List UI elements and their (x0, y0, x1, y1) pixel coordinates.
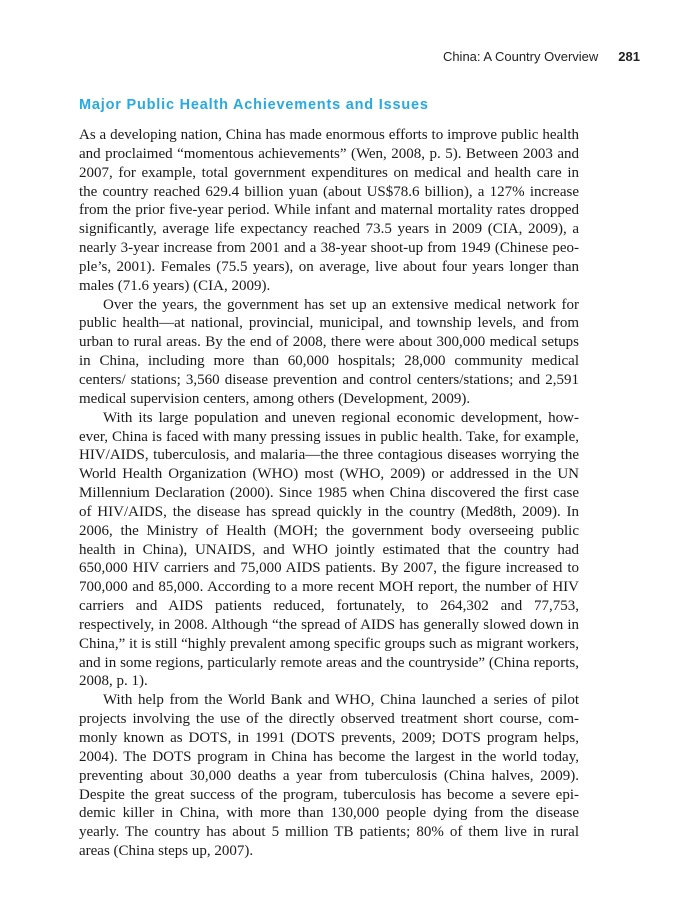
running-head-title: China: A Country Overview (442, 49, 599, 64)
paragraph: Over the years, the government has set up an extensive medical network for public health—at national, provincial, municipal, and township levels, and from urban to rural areas. By the end of 2008, there were about 300,000 medical setups in China, including more than 60,000 hospitals; 28,000 community medical centers/ stations; 3,560 disease prevention and control centers/stations; and 2,591 medical supervision centers, among others (Development, 2009). (79, 296, 579, 407)
section-heading: Major Public Health Achievements and Issues (79, 97, 429, 113)
paragraph: With its large population and uneven regional economic development, however, China is faced with many pressing issues in public health. Take, for example, HIV/AIDS, tuberculosis, and malaria—the three contagious diseases worrying the World Health Organization (WHO) most (WHO, 2009) or addressed in the UN Millennium Declaration (2000). Since 1985 when China discovered the first case of HIV/AIDS, the disease has spread quickly in the country (Med8th, 2009). In 2006, the Ministry of Health (MOH; the government body overseeing public health in China), UNAIDS, and WHO jointly estimated that the country had 650,000 HIV carriers and 75,000 AIDS patients. By 2007, the figure increased to 700,000 and 85,000. According to a more recent MOH report, the number of HIV carriers and AIDS patients reduced, fortunately, to 264,302 and 77,753, respectively, in 2008. Although “the spread of AIDS has generally slowed down in China,” it is still “highly prevalent among specific groups such as migrant workers, and in some regions, particularly remote areas and the countryside” (China reports, 2008, p. 1). (79, 409, 579, 690)
body-text (79, 126, 579, 861)
paragraph: With help from the World Bank and WHO, China launched a series of pilot projects involving the use of the directly observed treatment short course, commonly known as DOTS, in 1991 (DOTS prevents, 2009; DOTS program helps, 2004). The DOTS program in China has become the largest in the world today, preventing about 30,000 deaths a year from tuberculosis (China halves, 2009). Despite the great success of the program, tuberculosis has become a severe epidemic killer in China, with more than 130,000 people dying from the disease yearly. The country has about 5 million TB patients; 80% of them live in rural areas (China steps up, 2007). (79, 692, 579, 860)
running-head (443, 49, 640, 64)
page-number: 281 (618, 49, 640, 64)
paragraph: As a developing nation, China has made enormous efforts to improve public health and proclaimed “momentous achievements” (Wen, 2008, p. 5). Between 2003 and 2007, for example, total government expenditures on medical and health care in the country reached 629.4 billion yuan (about US$78.6 billion), a 127% increase from the prior five-year period. While infant and maternal mortality rates dropped significantly, average life expectancy reached 73.5 years in 2009 (CIA, 2009), a nearly 3-year increase from 2001 and a 38-year shoot-up from 1949 (Chinese people’s, 2001). Females (75.5 years), on average, live about four years longer than males (71.6 years) (CIA, 2009). (79, 127, 579, 294)
